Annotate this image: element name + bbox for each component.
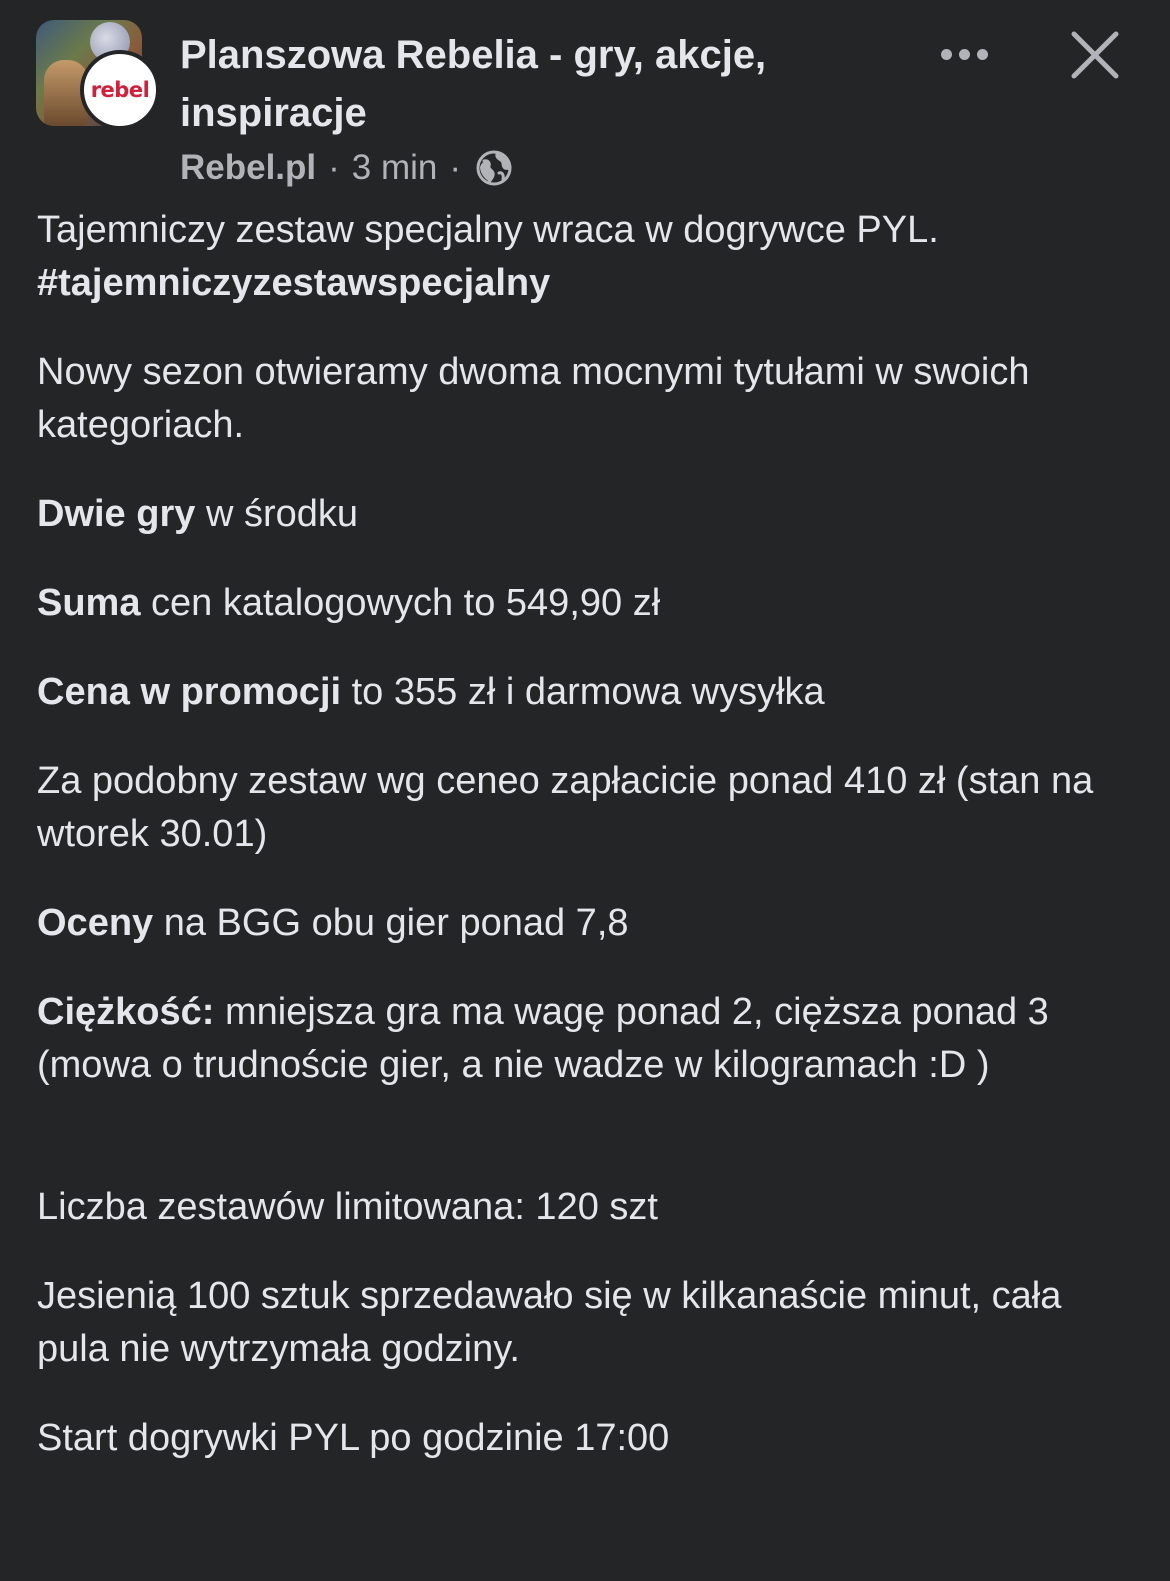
price-bold: Cena w promocji: [37, 671, 342, 713]
post-header: [0, 0, 1170, 200]
sum-bold: Suma: [37, 582, 141, 624]
hashtag-link[interactable]: #tajemniczyzestawspecjalny: [37, 262, 551, 304]
ceneo-text: Za podobny zestaw wg ceneo zapłacicie ponad 410 zł (stan na wtorek 30.01): [37, 760, 1094, 855]
games-text: w środku: [195, 493, 359, 535]
meta-separator: ·: [328, 148, 340, 187]
post-paragraph-weight: [37, 986, 1137, 1092]
post-paragraph-start: [37, 1412, 1137, 1465]
weight-bold: Ciężkość:: [37, 991, 215, 1033]
limit-text: Liczba zestawów limitowana: 120 szt: [37, 1186, 658, 1228]
post-paragraph-ceneo: [37, 755, 1137, 861]
page-name-link[interactable]: Planszowa Rebelia - gry, akcje, inspiracje: [180, 33, 767, 135]
weight-text: mniejsza gra ma wagę ponad 2, cięższa ponad 3 (mowa o trudnoście gier, a nie wadze w kilogramach :D ): [37, 991, 1049, 1086]
post-paragraph-intro: [37, 204, 1137, 310]
ratings-text: na BGG obu gier ponad 7,8: [153, 902, 629, 944]
autumn-text: Jesienią 100 sztuk sprzedawało się w kilkanaście minut, cała pula nie wytrzymała godziny.: [37, 1275, 1062, 1370]
post-paragraph-sum: [37, 577, 1137, 630]
more-options-button[interactable]: [932, 30, 996, 78]
page-avatar[interactable]: [36, 20, 160, 130]
season-text: Nowy sezon otwieramy dwoma mocnymi tytułami w swoich kategoriach.: [37, 351, 1030, 446]
post-paragraph-autumn: [37, 1270, 1137, 1376]
more-options-icon: [959, 49, 970, 60]
sum-text: cen katalogowych to 549,90 zł: [140, 582, 661, 624]
post-paragraph-games: [37, 488, 1137, 541]
post-paragraph-season: [37, 346, 1137, 452]
intro-text: Tajemniczy zestaw specjalny wraca w dogrywce PYL.: [37, 209, 939, 251]
close-icon: [1064, 24, 1126, 86]
post-body: [37, 204, 1137, 1501]
post-paragraph-limit: [37, 1181, 1137, 1234]
close-button[interactable]: [1064, 24, 1126, 86]
post-paragraph-ratings: [37, 897, 1137, 950]
post-paragraph-price: [37, 666, 1137, 719]
ratings-bold: Oceny: [37, 902, 154, 944]
globe-icon: [475, 149, 513, 187]
meta-separator-2: ·: [449, 148, 462, 187]
price-text: to 355 zł i darmowa wysyłka: [341, 671, 825, 713]
rebel-logo: [80, 50, 160, 130]
author-link[interactable]: Rebel.pl: [180, 148, 317, 187]
post-meta: [180, 146, 513, 190]
post-time[interactable]: 3 min: [351, 148, 438, 187]
more-options-icon: [977, 49, 988, 60]
more-options-icon: [941, 49, 952, 60]
rebel-logo-text: rebel: [90, 78, 150, 102]
start-text: Start dogrywki PYL po godzinie 17:00: [37, 1417, 670, 1459]
games-bold: Dwie gry: [37, 493, 196, 535]
